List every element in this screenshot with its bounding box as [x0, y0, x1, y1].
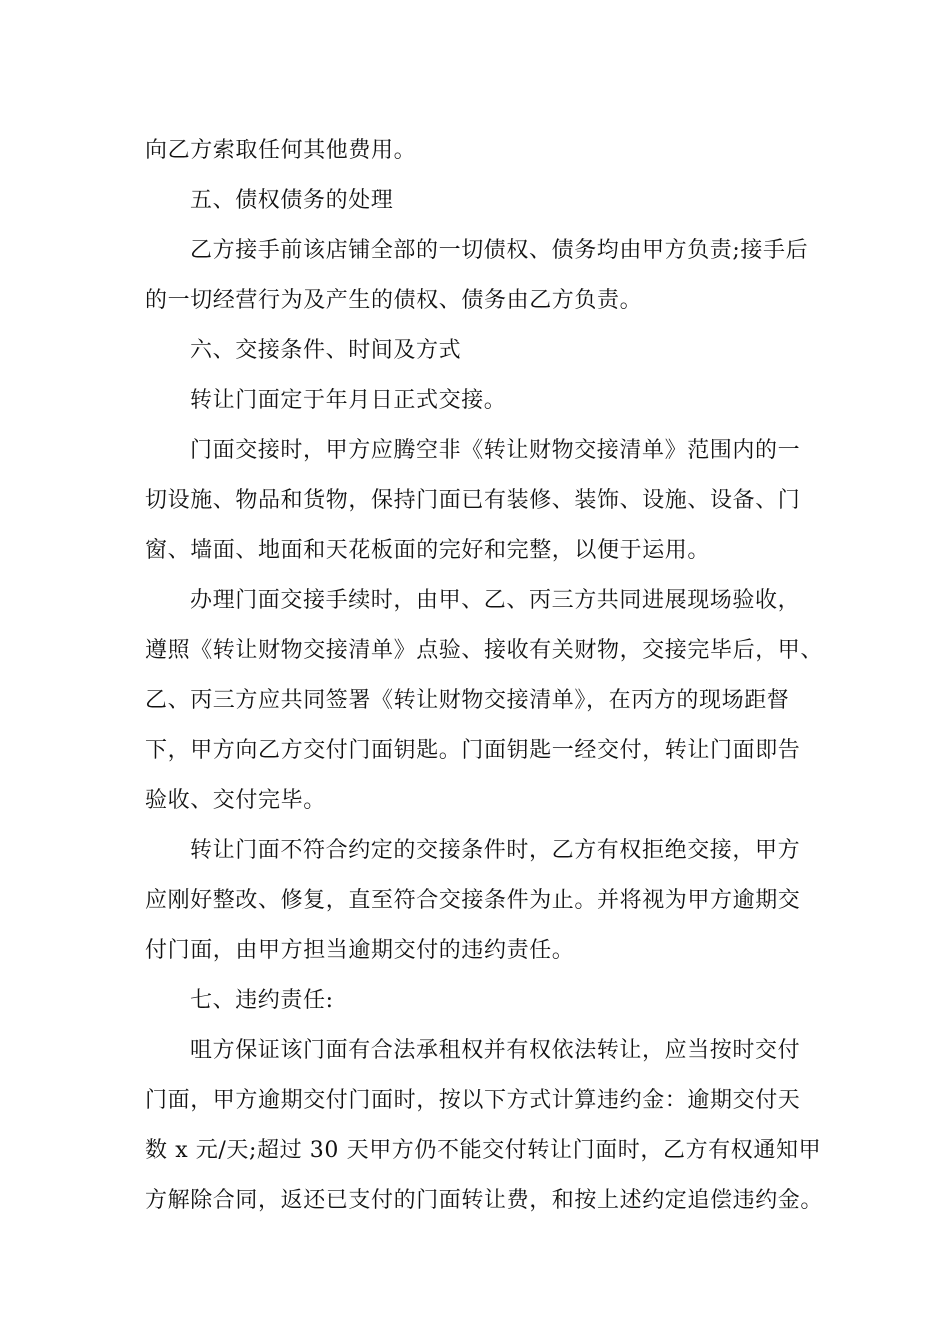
paragraph-line: 方解除合同，返还已支付的门面转让费，和按上述约定追偿违约金。: [145, 1188, 824, 1213]
paragraph-line: 数 x 元/天;超过 30 天甲方仍不能交付转让门面时，乙方有权通知甲: [145, 1138, 822, 1163]
paragraph-line: 转让门面定于年月日正式交接。: [190, 388, 507, 413]
paragraph-line: 咀方保证该门面有合法承租权并有权依法转让，应当按时交付: [190, 1038, 801, 1063]
paragraph-line: 转让门面不符合约定的交接条件时，乙方有权拒绝交接，甲方: [190, 838, 801, 863]
paragraph-line: 门面交接时，甲方应腾空非《转让财物交接清单》范围内的一: [190, 438, 801, 463]
paragraph-line: 办理门面交接手续时，由甲、乙、丙三方共同进展现场验收，: [190, 588, 801, 613]
paragraph-line: 乙方接手前该店铺全部的一切债权、债务均由甲方负责;接手后: [190, 238, 809, 263]
paragraph-line: 门面，甲方逾期交付门面时，按以下方式计算违约金：逾期交付天: [145, 1088, 801, 1113]
paragraph-line: 的一切经营行为及产生的债权、债务由乙方负责。: [145, 288, 643, 313]
paragraph-line: 应刚好整改、修复，直至符合交接条件为止。并将视为甲方逾期交: [145, 888, 801, 913]
section-heading: 六、交接条件、时间及方式: [190, 338, 462, 363]
paragraph-line: 乙、丙三方应共同签署《转让财物交接清单》，在丙方的现场距督: [145, 688, 790, 713]
paragraph-line: 窗、墙面、地面和天花板面的完好和完整，以便于运用。: [145, 538, 711, 563]
paragraph-line: 遵照《转让财物交接清单》点验、接收有关财物，交接完毕后，甲、: [145, 638, 824, 663]
paragraph-line: 向乙方索取任何其他费用。: [145, 138, 417, 163]
section-heading: 五、债权债务的处理: [190, 188, 394, 213]
paragraph-line: 下，甲方向乙方交付门面钥匙。门面钥匙一经交付，转让门面即告: [145, 738, 801, 763]
paragraph-line: 付门面，由甲方担当逾期交付的违约责任。: [145, 938, 575, 963]
section-heading: 七、违约责任:: [190, 988, 334, 1013]
paragraph-line: 切设施、物品和货物，保持门面已有装修、装饰、设施、设备、门: [145, 488, 801, 513]
paragraph-line: 验收、交付完毕。: [145, 788, 326, 813]
